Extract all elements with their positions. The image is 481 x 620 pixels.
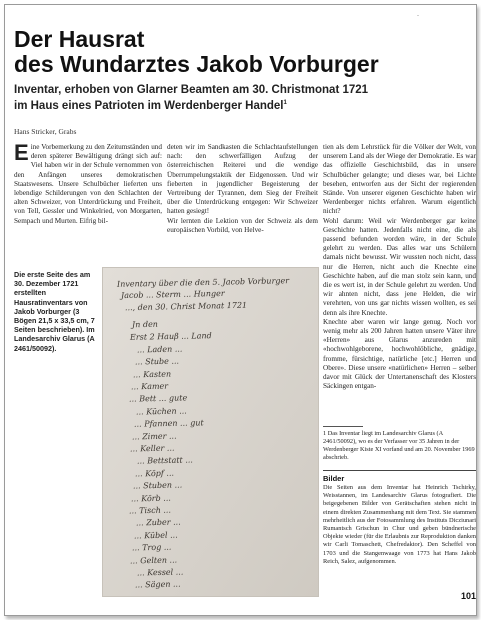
manuscript-line: ... Zuber ... (135, 517, 181, 528)
footnote-rule (323, 426, 363, 427)
title-line-2: des Wundarztes Jakob Vorburger (14, 51, 379, 77)
col1-paragraph: ine Vorbemerkung zu den Zeitumständen und deren späterer Bewältigung drängt sich auf: Viel haben wir in der Schule vernommen von den Anfängen unseres demokratischen Staatswesens. Unsere Schulbücher lieferten uns lebendige Schilderungen von den Schlachten der alten Schweizer, von Unterdrückung und Freiheit, von Tell, Gessler und Winkelried, von Morgarten, Sempach und Murten. Eifrig bil- (14, 143, 162, 225)
manuscript-line: ... Keller ... (129, 443, 175, 454)
manuscript-line: ... Tisch ... (128, 505, 172, 516)
manuscript-line: ... Kamer (130, 381, 169, 392)
manuscript-line: ... Köpf ... (134, 468, 175, 479)
text-column-1 (14, 140, 162, 226)
manuscript-line: ... Trog ... (131, 542, 172, 553)
manuscript-line: ..., den 30. Christ Monat 1721 (124, 300, 248, 313)
manuscript-line: ... Küchen ... (135, 406, 187, 417)
bilder-rule (323, 470, 476, 471)
manuscript-line: ... Gelten ... (129, 555, 178, 566)
manuscript-line: ... Kessel ... (136, 567, 184, 578)
manuscript-image (102, 267, 319, 597)
manuscript-line: Erst 2 Hauβ ... Land (129, 331, 212, 343)
col3-paragraph-2: Wohl darum: Weil wir Werdenberger gar keine Geschichte hatten. Jedenfalls nicht eine, die als passend befunden worden wäre, in der Schule gelehrt zu werden. Das alles war uns Schülern damals nicht bewusst. Wir wussten noch nicht, dass nur die Herren, nicht auch die Knechte eine Geschichte haben, auf die man stolz sein kann, und die es wert ist, in der Schule gelehrt zu werden. Und wir ahnten nicht, dass jene Helden, die wir verehrten, von uns gar nichts wissen wollten, es sei denn als ihre Knechte. (323, 216, 476, 317)
manuscript-line: ... Bettstatt ... (136, 455, 193, 466)
manuscript-line: Jacob ... Sterm ... Hunger (120, 288, 225, 301)
manuscript-line: ... Kasten (132, 369, 172, 379)
subtitle-line-1: Inventar, erhoben von Glarner Beamten am 30. Christmonat 1721 (14, 84, 369, 96)
footnote: 1 Das Inventar liegt im Landesarchiv Glarus (A 2461/50092), wo es der Verfasser vor 35 Jahren in der Werdenberger Kiste XI vorfand und am 20. November 1969 abschrieb. (323, 430, 475, 461)
bilder-text: Die Seiten aus dem Inventar hat Heinrich Tschirky, Weisstannen, im Landesarchiv Glarus fotografiert. Die beigegebenen Bilder von Gerätschaften stehen nicht in einem direkten Zusammenhang mit dem Text. Sie stammen mehrheitlich aus der Fotosammlung des Instituts Dicziunari Rumantsch Grischun in Chur und geben bündnerische Objekte wieder (für die Erlaubnis zur Reproduktion danken wir Carli Tomaschett, Chefredaktor). Den Scheffel von 1703 und die Stangenwaage von 1773 hat Hans Jakob Reich, Salez, aufgenommen. (323, 484, 476, 565)
manuscript-line: ... Zimer ... (131, 431, 177, 442)
footnote-ref: 1 (283, 100, 287, 106)
page-number: 101 (461, 591, 477, 601)
subtitle-line-2: im Haus eines Patrioten im Werdenberger Handel (14, 99, 284, 112)
document-page (4, 4, 477, 616)
manuscript-line: ... Körb ... (130, 493, 171, 504)
col2-paragraph-1: deten wir im Sandkasten die Schlachtaufstellungen nach: den schwerfälligen Aufzug der österreichischen Reiterei und die wendige Überrumpelungstaktik der Eidgenossen. Und wir fieberten in jugendlicher Begeisterung der Vertreibung der Tyrannen, dem Sieg der Freiheit über die Unterdrückung entgegen: Wir Schweizer hatten gesiegt! (167, 143, 318, 216)
col3-paragraph-3: Knechte aber waren wir lange genug. Noch vor wenig mehr als 200 Jahren hatten unsere Väter ihre «Herren» aus Glarus anzureden mit «hochwohlgeborene, hochwohlöbliche, gnädige, fromme, fürsichtige, natürliche [etc.] Herren und Obere». Diese unsere «natürlichen» Herren – selber davor mit Glück der Untertanenschaft des Klosters Säckingen entgan- (323, 317, 476, 391)
manuscript-line: ... Bett ... gute (128, 393, 188, 404)
text-column-2 (167, 143, 318, 235)
text-column-3 (323, 143, 476, 391)
article-title (14, 27, 474, 77)
manuscript-line: ... Laden ... (136, 344, 183, 355)
manuscript-line: ... Pfannen ... gut (133, 418, 204, 429)
article-subtitle (14, 84, 474, 113)
manuscript-line: ... Sägen ... (134, 579, 181, 590)
manuscript-line: ... Stuben ... (132, 480, 183, 491)
author-line: Hans Stricker, Grabs (14, 127, 77, 136)
manuscript-line: ... Kübel ... (133, 530, 178, 541)
manuscript-line: Jn den (131, 319, 159, 330)
corner-mark: - (417, 13, 419, 19)
figure-caption: Die erste Seite des am 30. Dezember 1721 erstellten Hausratinventars von Jakob Vorburger (3 Bögen 21,5 x 33,5 cm, 7 Seiten beschrieben). Im Landesarchiv Glarus (A 2461/50092). (14, 270, 95, 353)
col3-paragraph-1: tien als dem Lehrstück für die Völker der Welt, von unserem Land als der Wiege der Demokratie. Es war das offizielle Geschichtsbild, das in unsere Schulbücher gelangte; und dieses war, bei Lichte besehen, entworfen aus der Sicht der regierenden Stände. Von unserer eigenen Geschichte haben wir Werdenberger nichts erfahren. Warum eigentlich nicht? (323, 143, 476, 216)
drop-cap: E (14, 140, 29, 165)
manuscript-line: ... Stube ... (134, 356, 180, 367)
manuscript-line: Inventary über die den 5. Jacob Vorburger (116, 276, 290, 289)
col2-paragraph-2: Wir lernten die Lektion von der Schweiz als dem europäischen Vorbild, von Helve- (167, 216, 318, 234)
bilder-heading: Bilder (323, 474, 345, 483)
title-line-1: Der Hausrat (14, 26, 145, 52)
